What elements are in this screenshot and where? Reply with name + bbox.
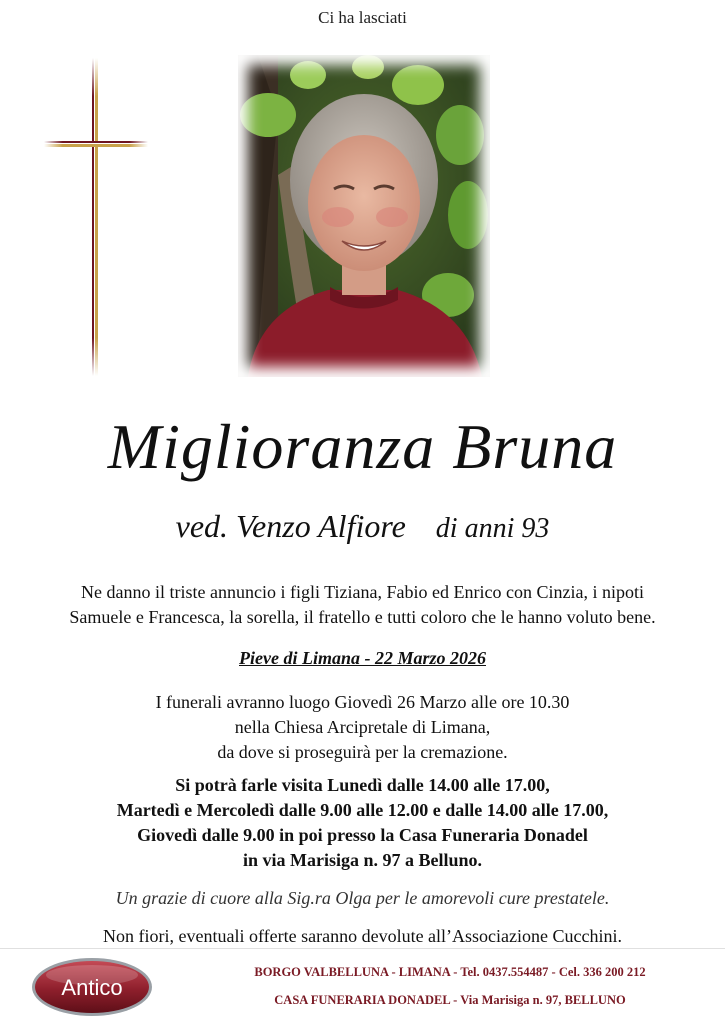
funeral-line: nella Chiesa Arcipretale di Limana, xyxy=(234,717,491,737)
widow-of: ved. Venzo Alfiore xyxy=(175,508,406,544)
logo-text: Antico xyxy=(61,975,123,1000)
antico-logo xyxy=(30,955,154,1019)
funeral-line: da dove si proseguirà per la cremazione. xyxy=(217,742,508,762)
subtitle xyxy=(0,508,725,545)
visit-line: Martedì e Mercoledì dalle 9.00 alle 12.00 e dalle 14.00 alle 17.00, xyxy=(116,800,609,820)
visit-line: Giovedì dalle 9.00 in poi presso la Casa Funeraria Donadel xyxy=(137,825,588,845)
thanks-text: Un grazie di cuore alla Sig.ra Olga per le amorevoli cure prestatele. xyxy=(115,888,610,908)
announcement-line: Ne danno il triste annuncio i figli Tiziana, Fabio ed Enrico con Cinzia, i nipoti xyxy=(81,582,644,602)
visit-line: in via Marisiga n. 97 a Belluno. xyxy=(242,850,483,870)
age: di anni 93 xyxy=(435,513,550,544)
header-title: Ci ha lasciati xyxy=(318,8,407,27)
visit-line: Si potrà farle visita Lunedì dalle 14.00 alle 17.00, xyxy=(175,775,550,795)
deceased-name: Miglioranza Bruna xyxy=(107,411,618,482)
visit-info xyxy=(0,773,725,873)
portrait-photo xyxy=(238,55,490,377)
cross-icon xyxy=(44,58,148,378)
no-flowers-text: Non fiori, eventuali offerte saranno devolute all’Associazione Cucchini. xyxy=(103,926,622,946)
announcement xyxy=(0,580,725,630)
funeral-line: I funerali avranno luogo Giovedì 26 Marzo alle ore 10.30 xyxy=(155,692,570,712)
footer-address-line: CASA FUNERARIA DONADEL - Via Marisiga n. 97, BELLUNO xyxy=(274,993,626,1007)
announcement-line: Samuele e Francesca, la sorella, il fratello e tutti coloro che le hanno voluto bene. xyxy=(69,607,656,627)
place-date: Pieve di Limana - 22 Marzo 2026 xyxy=(239,648,486,668)
footer-contact-line: BORGO VALBELLUNA - LIMANA - Tel. 0437.554487 - Cel. 336 200 212 xyxy=(254,965,646,979)
footer-divider xyxy=(0,948,725,949)
funeral-info xyxy=(0,690,725,765)
